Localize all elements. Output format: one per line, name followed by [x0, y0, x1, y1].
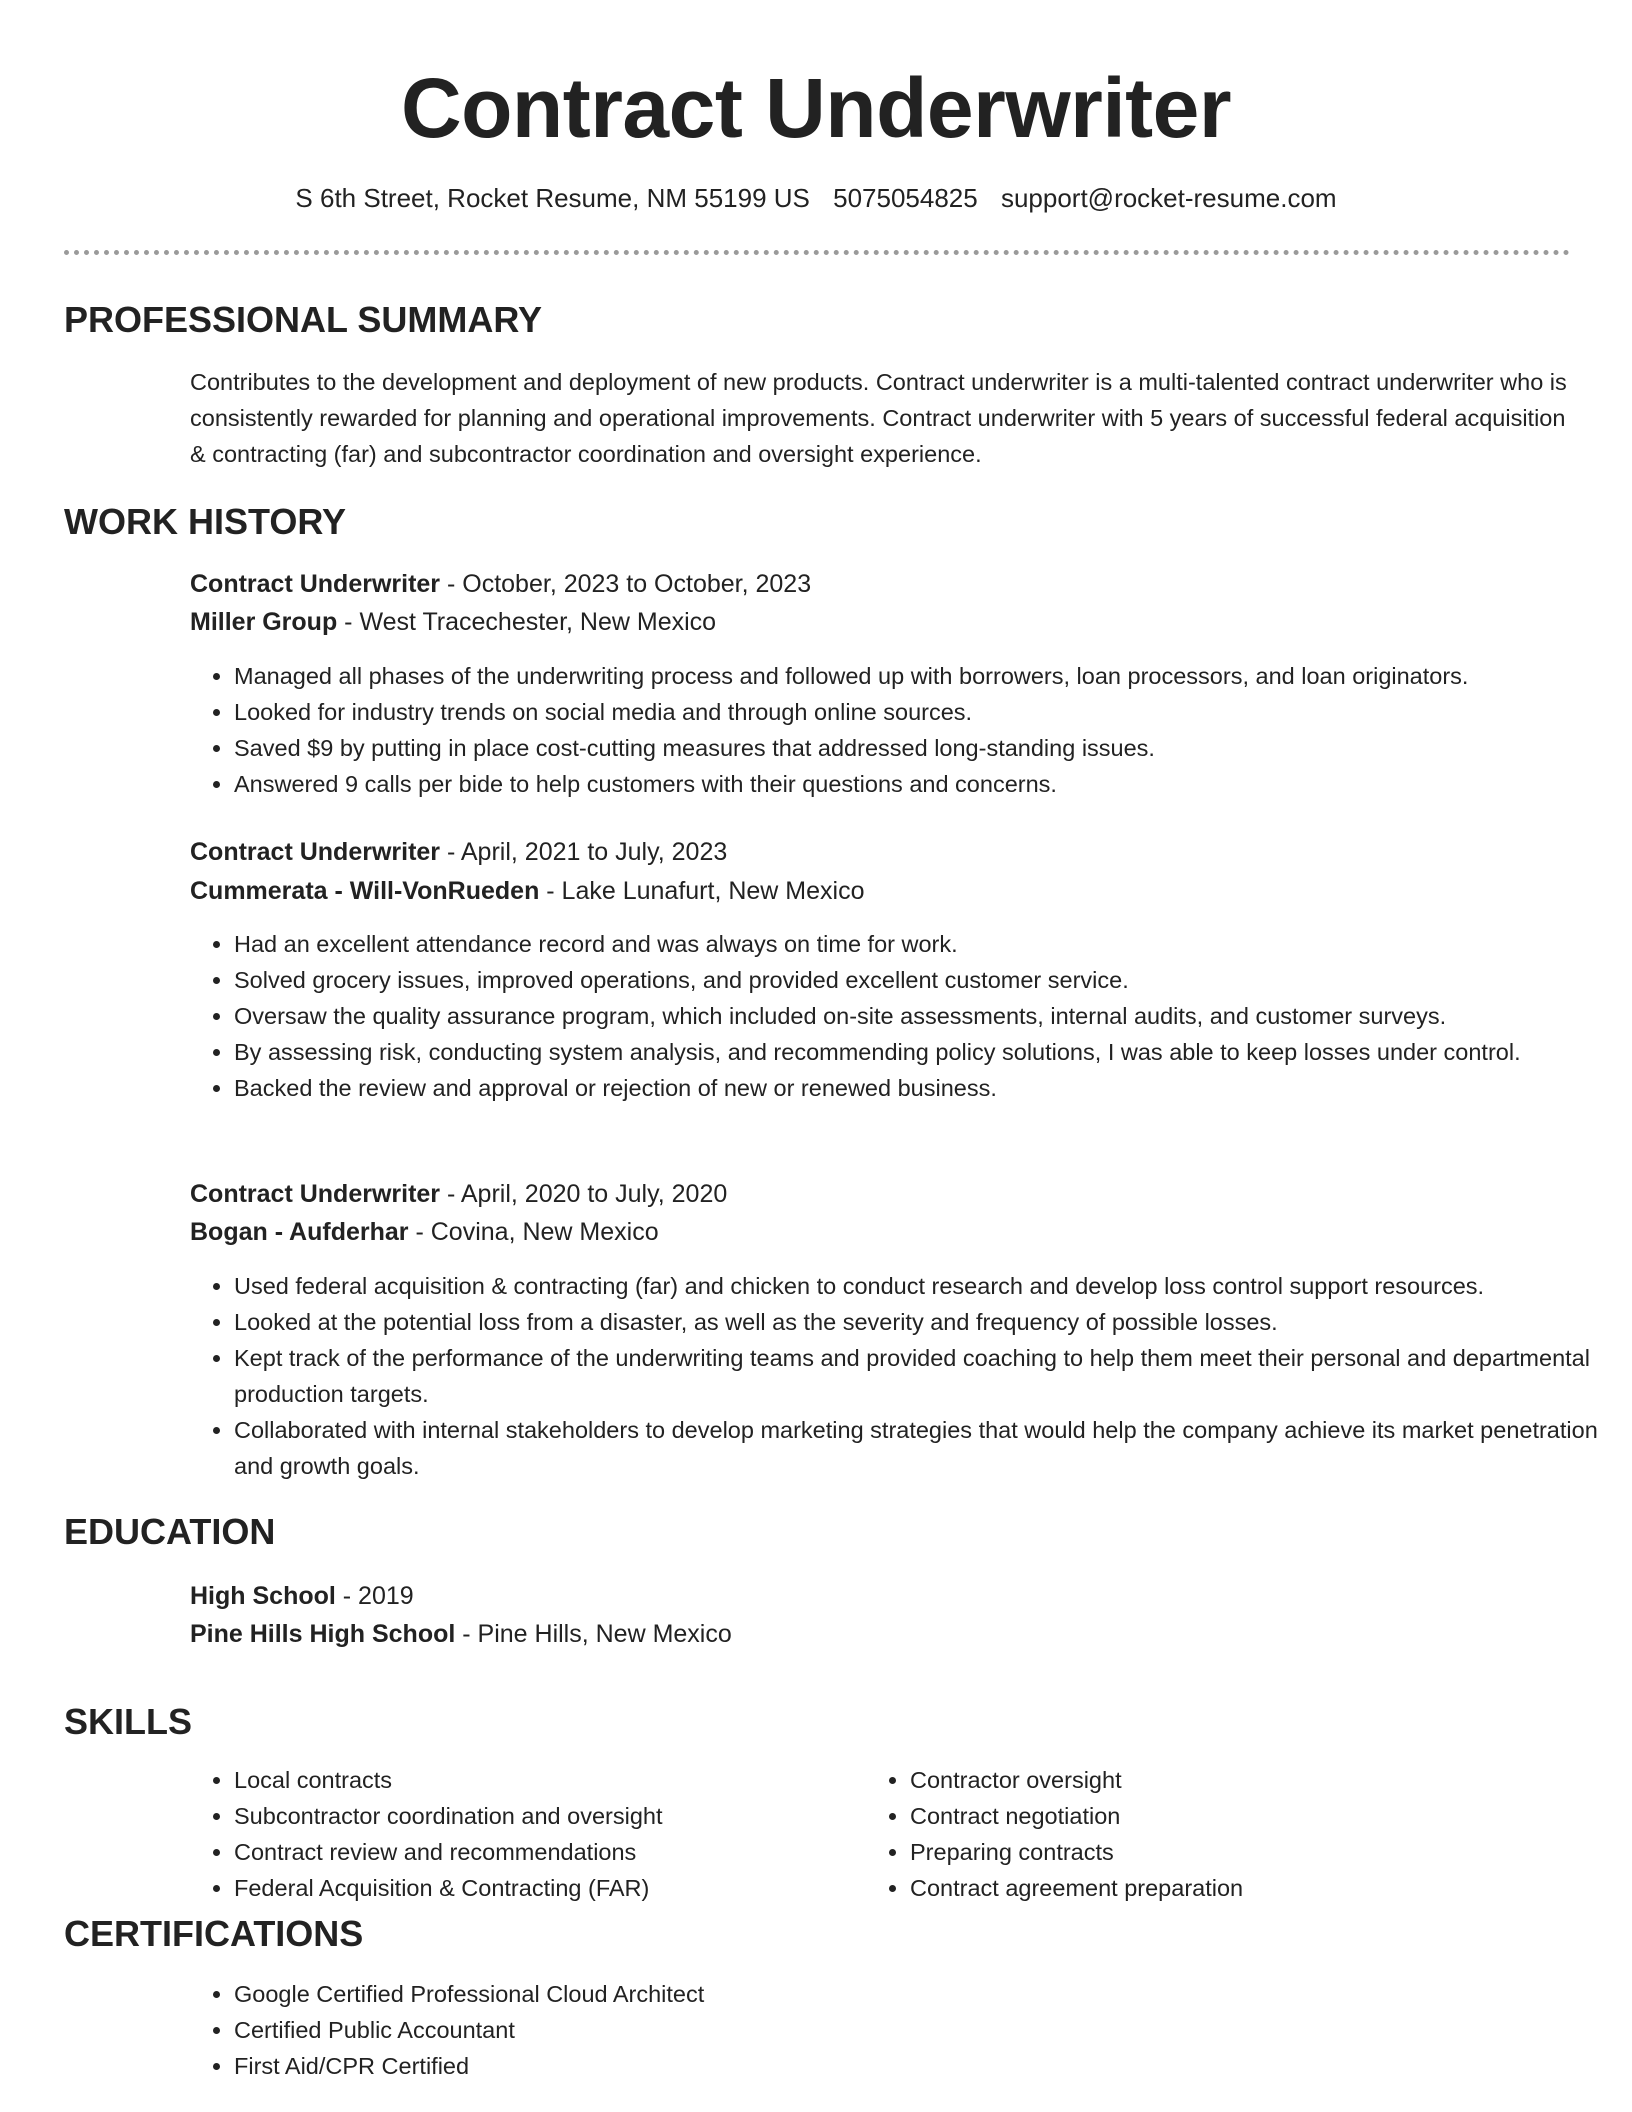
- summary-heading: PROFESSIONAL SUMMARY: [64, 299, 543, 340]
- education-year: - 2019: [335, 1582, 414, 1610]
- list-item: • Collaborated with internal stakeholders to develop marketing strategies that would help the company achieve its market penetration and growth goals.: [234, 1412, 1632, 1484]
- job-dates: - October, 2023 to October, 2023: [440, 570, 812, 598]
- list-item: • Looked for industry trends on social media and through online sources.: [234, 694, 1632, 730]
- list-item: • Contract agreement preparation: [910, 1870, 1530, 1906]
- phone: 5075054825: [833, 183, 978, 213]
- job-bullets: [190, 658, 1632, 802]
- list-item: • Contract review and recommendations: [234, 1834, 854, 1870]
- job-company-line: [190, 604, 716, 640]
- list-item: • Managed all phases of the underwriting process and followed up with borrowers, loan processors, and loan originators.: [234, 658, 1632, 694]
- education-heading: EDUCATION: [64, 1511, 276, 1552]
- list-item: • Answered 9 calls per bide to help customers with their questions and concerns.: [234, 766, 1632, 802]
- skills-list-left: [190, 1762, 854, 1906]
- job-role: Contract Underwriter: [190, 570, 441, 598]
- job-bullets: [190, 926, 1632, 1106]
- job-company-line: [190, 873, 865, 909]
- education-location: - Pine Hills, New Mexico: [455, 1620, 732, 1648]
- job-location: - Lake Lunafurt, New Mexico: [539, 877, 865, 905]
- job-role: Contract Underwriter: [190, 838, 441, 866]
- job-dates: - April, 2021 to July, 2023: [440, 838, 728, 866]
- certifications-list: [190, 1976, 1632, 2084]
- list-item: • First Aid/CPR Certified: [234, 2048, 1632, 2084]
- job-location: - West Tracechester, New Mexico: [337, 608, 717, 636]
- list-item: • Contractor oversight: [910, 1762, 1530, 1798]
- list-item: • Certified Public Accountant: [234, 2012, 1632, 2048]
- summary-text: Contributes to the development and deployment of new products. Contract underwriter is a multi-talented contract underwriter who is consistently rewarded for planning and operational improvements. Contract underwriter with 5 years of successful federal acquisition & contracting (far) and subcontractor coordination and oversight experience.: [190, 369, 1567, 467]
- list-item: • Used federal acquisition & contracting (far) and chicken to conduct research and develop loss control support resources.: [234, 1268, 1632, 1304]
- list-item: • Preparing contracts: [910, 1834, 1530, 1870]
- list-item: • Saved $9 by putting in place cost-cutting measures that addressed long-standing issues.: [234, 730, 1632, 766]
- list-item: • Subcontractor coordination and oversight: [234, 1798, 854, 1834]
- education-school: Pine Hills High School: [190, 1620, 456, 1648]
- job-company: Miller Group: [190, 608, 338, 636]
- list-item: • Contract negotiation: [910, 1798, 1530, 1834]
- skills-list-right: [866, 1762, 1530, 1906]
- education-degree-line: [190, 1578, 414, 1614]
- job-role: Contract Underwriter: [190, 1180, 441, 1208]
- job-company-line: [190, 1214, 659, 1250]
- list-item: • Local contracts: [234, 1762, 854, 1798]
- skills-heading: SKILLS: [64, 1701, 193, 1742]
- education-school-line: [190, 1616, 732, 1652]
- job-title-line: [190, 566, 811, 602]
- list-item: • Solved grocery issues, improved operations, and provided excellent customer service.: [234, 962, 1632, 998]
- job-dates: - April, 2020 to July, 2020: [440, 1180, 728, 1208]
- certifications-heading: CERTIFICATIONS: [64, 1913, 364, 1954]
- list-item: • Backed the review and approval or rejection of new or renewed business.: [234, 1070, 1632, 1106]
- candidate-name: Contract Underwriter: [400, 61, 1232, 155]
- job-company: Bogan - Aufderhar: [190, 1218, 409, 1246]
- list-item: • Looked at the potential loss from a disaster, as well as the severity and frequency of possible losses.: [234, 1304, 1632, 1340]
- job-bullets: [190, 1268, 1632, 1484]
- contact-line: [0, 180, 1632, 216]
- list-item: • Federal Acquisition & Contracting (FAR): [234, 1870, 854, 1906]
- list-item: • Had an excellent attendance record and was always on time for work.: [234, 926, 1632, 962]
- job-title-line: [190, 1176, 727, 1212]
- list-item: • Google Certified Professional Cloud Architect: [234, 1976, 1632, 2012]
- list-item: • By assessing risk, conducting system analysis, and recommending policy solutions, I was able to keep losses under control.: [234, 1034, 1632, 1070]
- education-degree: High School: [190, 1582, 336, 1610]
- work-history-heading: WORK HISTORY: [64, 501, 347, 542]
- address: S 6th Street, Rocket Resume, NM 55199 US: [295, 183, 810, 213]
- job-title-line: [190, 834, 727, 870]
- job-location: - Covina, New Mexico: [408, 1218, 659, 1246]
- list-item: • Oversaw the quality assurance program, which included on-site assessments, internal audits, and customer surveys.: [234, 998, 1632, 1034]
- email: support@rocket-resume.com: [1000, 183, 1337, 213]
- job-company: Cummerata - Will-VonRueden: [190, 877, 540, 905]
- list-item: • Kept track of the performance of the underwriting teams and provided coaching to help them meet their personal and departmental production targets.: [234, 1340, 1632, 1412]
- header-divider: [64, 250, 1570, 255]
